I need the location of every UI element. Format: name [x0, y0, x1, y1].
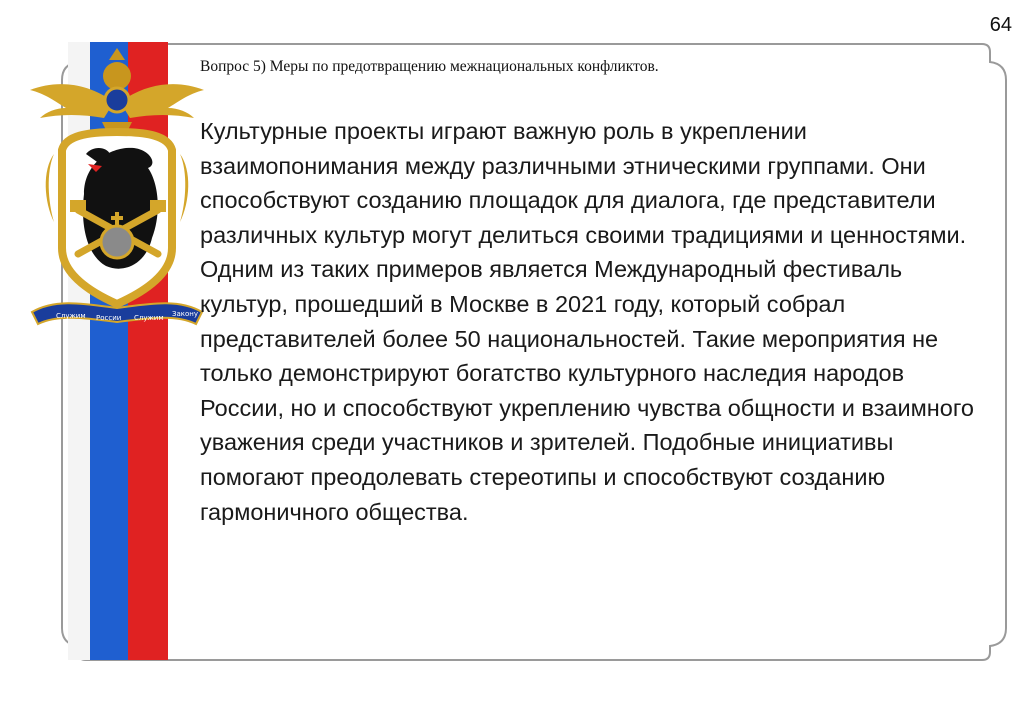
- body-paragraph: Культурные проекты играют важную роль в укреплении взаимопонимания между различными этническими группами. Они способствуют созданию площадок для диалога, где представители различных культур могут делиться своими традициями и ценностями. Одним из таких примеров является Международный фестиваль культур, прошедший в Москве в 2021 году, который собрал представителей более 50 национальностей. Такие мероприятия не только демонстрируют богатство культурного наследия народов России, но и способствуют укреплению чувства общности и взаимного уважения среди участников и зрителей. Подобные инициативы помогают преодолевать стереотипы и способствуют созданию гармоничного общества.: [200, 118, 974, 525]
- page-number: 64: [989, 14, 1012, 36]
- ribbon-text-4: Закону: [172, 310, 199, 318]
- ribbon-text-2: России: [96, 314, 122, 322]
- police-emblem-icon: [26, 42, 208, 332]
- ribbon-text-1: Служим: [56, 312, 86, 320]
- question-heading: Вопрос 5) Меры по предотвращению межнациональных конфликтов.: [200, 58, 659, 75]
- ribbon-text-3: Служим: [134, 314, 164, 322]
